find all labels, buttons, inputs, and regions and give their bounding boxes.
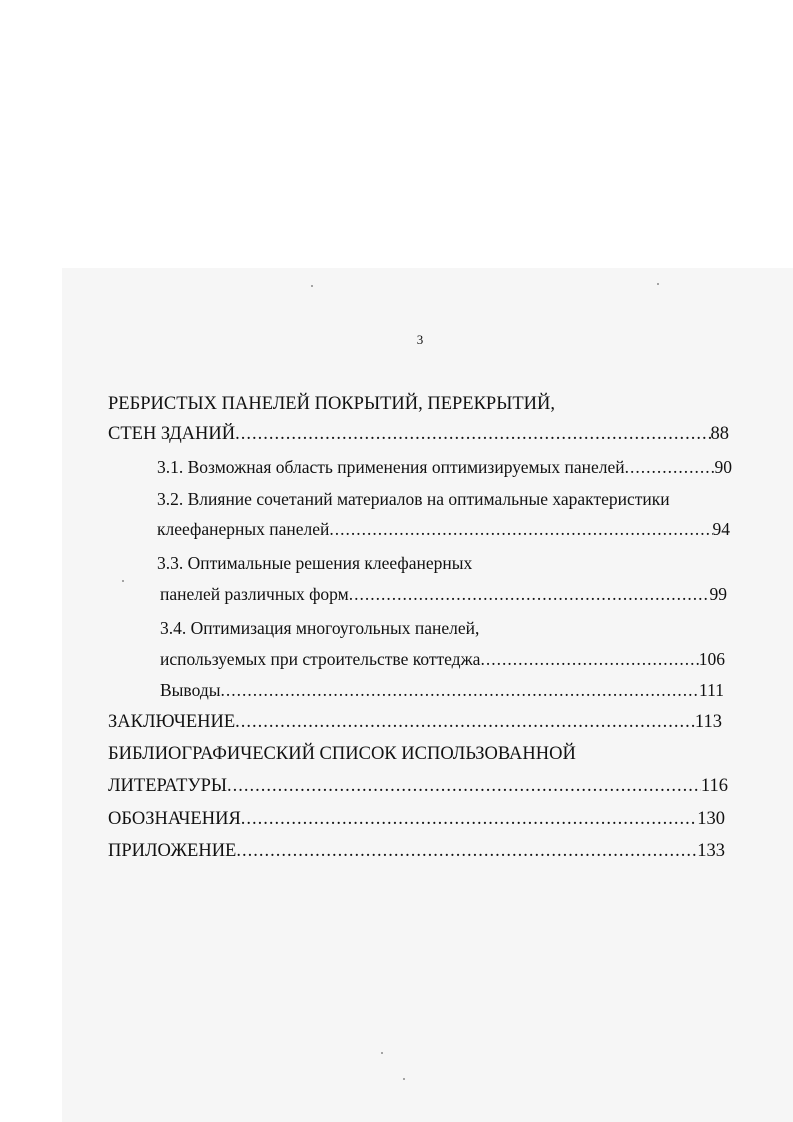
toc-entry-conclusions	[160, 679, 724, 701]
dot-leader	[241, 808, 697, 830]
toc-entry-bibliography-line-1	[108, 743, 576, 765]
toc-entry-title: 3.3. Оптимальные решения клеефанерных	[157, 553, 473, 573]
toc-entry-title: клеефанерных панелей	[157, 519, 330, 539]
toc-entry-page: 116	[700, 776, 728, 796]
scan-speck	[381, 1052, 383, 1054]
dot-leader	[227, 775, 701, 797]
toc-entry-title: РЕБРИСТЫХ ПАНЕЛЕЙ ПОКРЫТИЙ, ПЕРЕКРЫТИЙ,	[108, 394, 555, 414]
toc-entry-title: используемых при строительстве коттеджа	[160, 649, 481, 669]
scan-speck	[311, 285, 313, 287]
scan-speck	[122, 580, 124, 582]
toc-entry-3-4-line-1	[160, 617, 479, 639]
dot-leader	[235, 711, 695, 733]
toc-entry-title: СТЕН ЗДАНИЙ	[108, 424, 236, 444]
toc-entry-page: 111	[699, 680, 724, 700]
toc-entry-title: 3.1. Возможная область применения оптимизируемых панелей	[157, 457, 625, 477]
dot-leader	[220, 679, 699, 701]
toc-entry-page: 113	[694, 712, 722, 732]
toc-entry-title: БИБЛИОГРАФИЧЕСКИЙ СПИСОК ИСПОЛЬЗОВАННОЙ	[108, 744, 576, 764]
toc-entry-chapter-3	[108, 423, 729, 445]
toc-entry-title: 3.4. Оптимизация многоугольных панелей,	[160, 618, 480, 638]
dot-leader	[236, 840, 697, 862]
toc-entry-title: ЛИТЕРАТУРЫ	[108, 776, 227, 796]
toc-entry-3-3-line-1	[157, 552, 472, 574]
toc-entry-zaklyuchenie	[108, 711, 722, 733]
scan-speck	[403, 1078, 405, 1080]
page-number: 3	[416, 332, 424, 347]
toc-entry-oboznacheniya	[108, 808, 725, 830]
toc-entry-page: 106	[698, 649, 725, 669]
toc-entry-3-2	[157, 518, 730, 540]
toc-entry-page: 130	[697, 809, 725, 829]
toc-entry-title: ЗАКЛЮЧЕНИЕ	[108, 712, 236, 732]
toc-entry-page: 99	[709, 584, 727, 604]
toc-entry-page: 88	[710, 424, 729, 444]
toc-entry-3-1	[157, 456, 732, 478]
toc-entry-title: ОБОЗНАЧЕНИЯ	[108, 809, 241, 829]
dot-leader	[349, 583, 710, 605]
toc-entry-title: панелей различных форм	[160, 584, 349, 604]
toc-entry-3-3	[160, 583, 727, 605]
toc-entry-title: Выводы	[160, 680, 221, 700]
scan-speck	[657, 283, 659, 285]
toc-entry-3-2-line-1	[157, 488, 670, 510]
toc-entry-bibliography	[108, 775, 728, 797]
dot-leader	[480, 648, 698, 670]
toc-entry-title: ПРИЛОЖЕНИЕ	[108, 841, 237, 861]
dot-leader	[625, 456, 715, 478]
toc-entry-title: 3.2. Влияние сочетаний материалов на оптимальные характеристики	[157, 489, 670, 509]
toc-entry-3-4	[160, 648, 725, 670]
dot-leader	[329, 518, 712, 540]
toc-entry-prilozhenie	[108, 840, 725, 862]
toc-chapter-title-line-1	[108, 393, 555, 415]
toc-entry-page: 133	[697, 841, 725, 861]
toc-entry-page: 94	[712, 519, 730, 539]
dot-leader	[235, 423, 710, 445]
toc-entry-page: 90	[714, 457, 732, 477]
